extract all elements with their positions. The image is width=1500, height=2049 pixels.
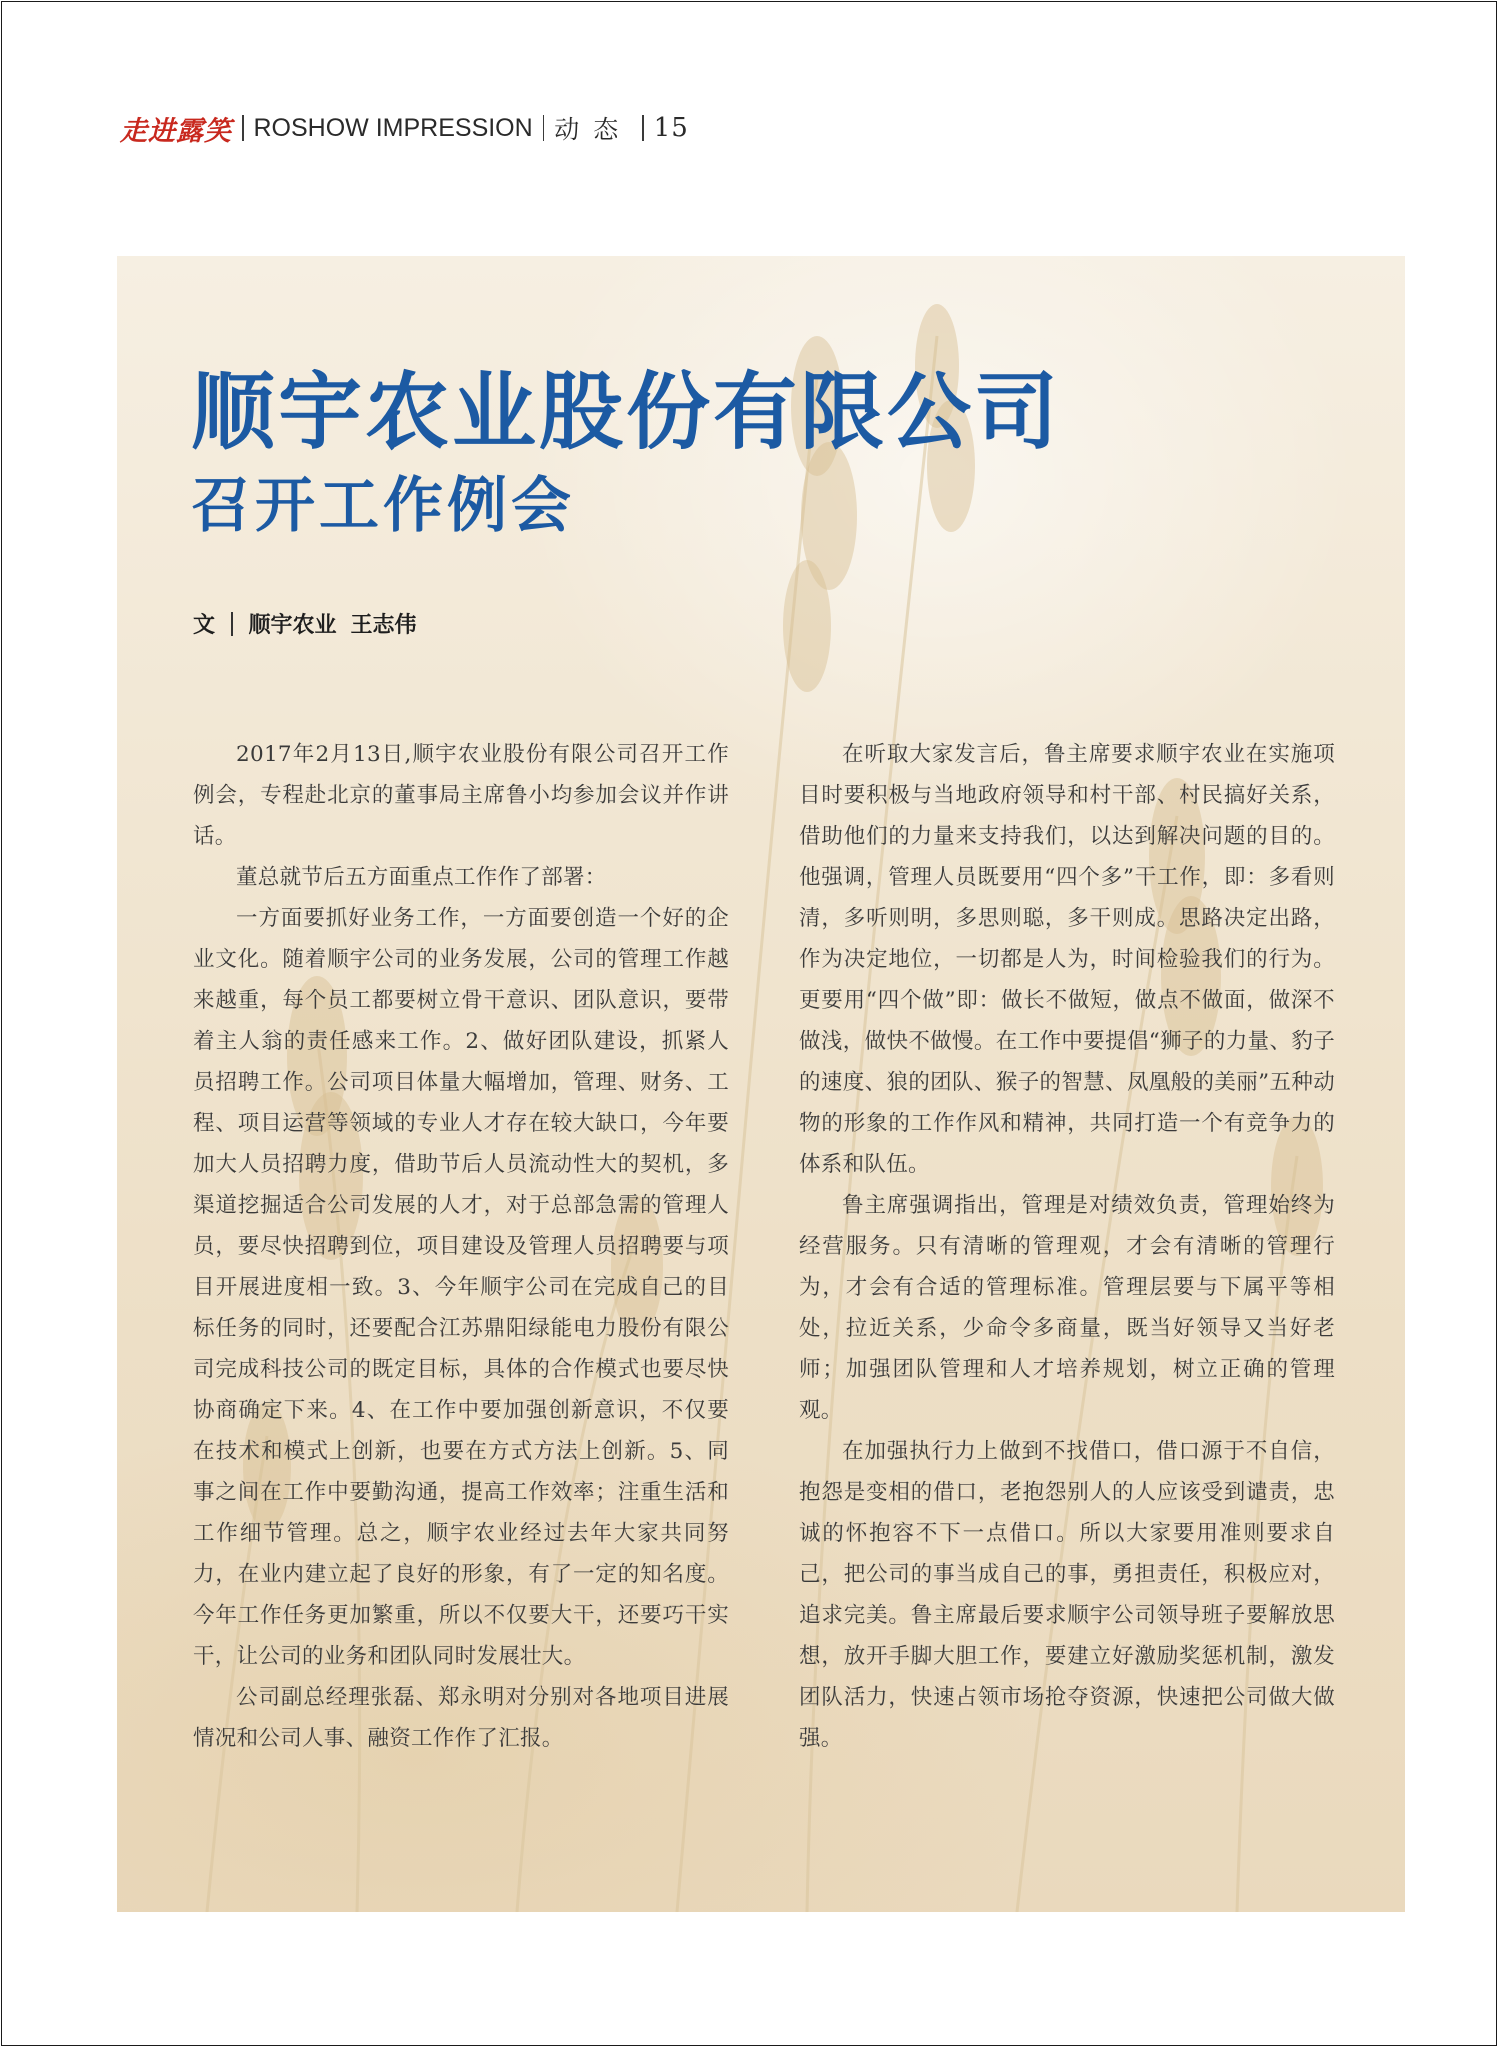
page-number: 15	[653, 113, 689, 143]
paragraph: 2017年2月13日,顺宇农业股份有限公司召开工作例会，专程赴北京的董事局主席鲁小均参加会议并作讲话。	[193, 742, 729, 849]
section-name: 动态	[554, 116, 633, 144]
paragraph: 鲁主席强调指出，管理是对绩效负责，管理始终为经营服务。只有清晰的管理观，才会有清晰的管理行为，才会有合适的管理标准。管理层要与下属平等相处，拉近关系，少命令多商量，既当好领导又当好老师；加强团队管理和人才培养规划，树立正确的管理观。	[799, 1193, 1335, 1423]
paragraph: 在听取大家发言后，鲁主席要求顺宇农业在实施项目时要积极与当地政府领导和村干部、村民搞好关系，借助他们的力量来支持我们，以达到解决问题的目的。他强调，管理人员既要用“四个多”干工作，即：多看则清，多听则明，多思则聪，多干则成。思路决定出路，作为决定地位，一切都是人为，时间检验我们的行为。更要用“四个做”即：做长不做短，做点不做面，做深不做浅，做快不做慢。在工作中要提倡“狮子的力量、豹子的速度、狼的团队、猴子的智慧、凤凰般的美丽”五种动物的形象的工作作风和精神，共同打造一个有竞争力的体系和队伍。	[799, 742, 1335, 1177]
byline-prefix: 文	[193, 613, 216, 638]
running-head	[120, 108, 689, 148]
publication-name: ROSHOW IMPRESSION	[253, 113, 533, 142]
body-column-left	[193, 734, 729, 1759]
body-column-right	[799, 734, 1335, 1759]
article-subtitle: 召开工作例会	[191, 471, 575, 541]
byline-author: 王志伟	[350, 613, 417, 638]
paragraph: 董总就节后五方面重点工作作了部署：	[236, 865, 607, 890]
divider	[543, 115, 545, 141]
divider	[231, 612, 233, 636]
divider	[642, 115, 644, 141]
paragraph: 公司副总经理张磊、郑永明对分别对各地项目进展情况和公司人事、融资工作作了汇报。	[193, 1685, 729, 1751]
brand-logo: 走进露笑	[120, 115, 232, 147]
article-panel	[117, 256, 1405, 1912]
divider	[242, 115, 244, 141]
paragraph: 在加强执行力上做到不找借口，借口源于不自信，抱怨是变相的借口，老抱怨别人的人应该受到谴责，忠诚的怀抱容不下一点借口。所以大家要用准则要求自己，把公司的事当成自己的事，勇担责任，积极应对，追求完美。鲁主席最后要求顺宇公司领导班子要解放思想，放开手脚大胆工作，要建立好激励奖惩机制，激发团队活力，快速占领市场抢夺资源，快速把公司做大做强。	[799, 1439, 1335, 1751]
byline-organization: 顺宇农业	[248, 613, 337, 638]
byline	[193, 608, 417, 639]
article-title: 顺宇农业股份有限公司	[191, 363, 1062, 461]
paragraph: 一方面要抓好业务工作，一方面要创造一个好的企业文化。随着顺宇公司的业务发展，公司的管理工作越来越重，每个员工都要树立骨干意识、团队意识，要带着主人翁的责任感来工作。2、做好团队建设，抓紧人员招聘工作。公司项目体量大幅增加，管理、财务、工程、项目运营等领域的专业人才存在较大缺口，今年要加大人员招聘力度，借助节后人员流动性大的契机，多渠道挖掘适合公司发展的人才，对于总部急需的管理人员，要尽快招聘到位，项目建设及管理人员招聘要与项目开展进度相一致。3、今年顺宇公司在完成自己的目标任务的同时，还要配合江苏鼎阳绿能电力股份有限公司完成科技公司的既定目标，具体的合作模式也要尽快协商确定下来。4、在工作中要加强创新意识，不仅要在技术和模式上创新，也要在方式方法上创新。5、同事之间在工作中要勤沟通，提高工作效率；注重生活和工作细节管理。总之，顺宇农业经过去年大家共同努力，在业内建立起了良好的形象，有了一定的知名度。今年工作任务更加繁重，所以不仅要大干，还要巧干实干，让公司的业务和团队同时发展壮大。	[193, 906, 729, 1669]
